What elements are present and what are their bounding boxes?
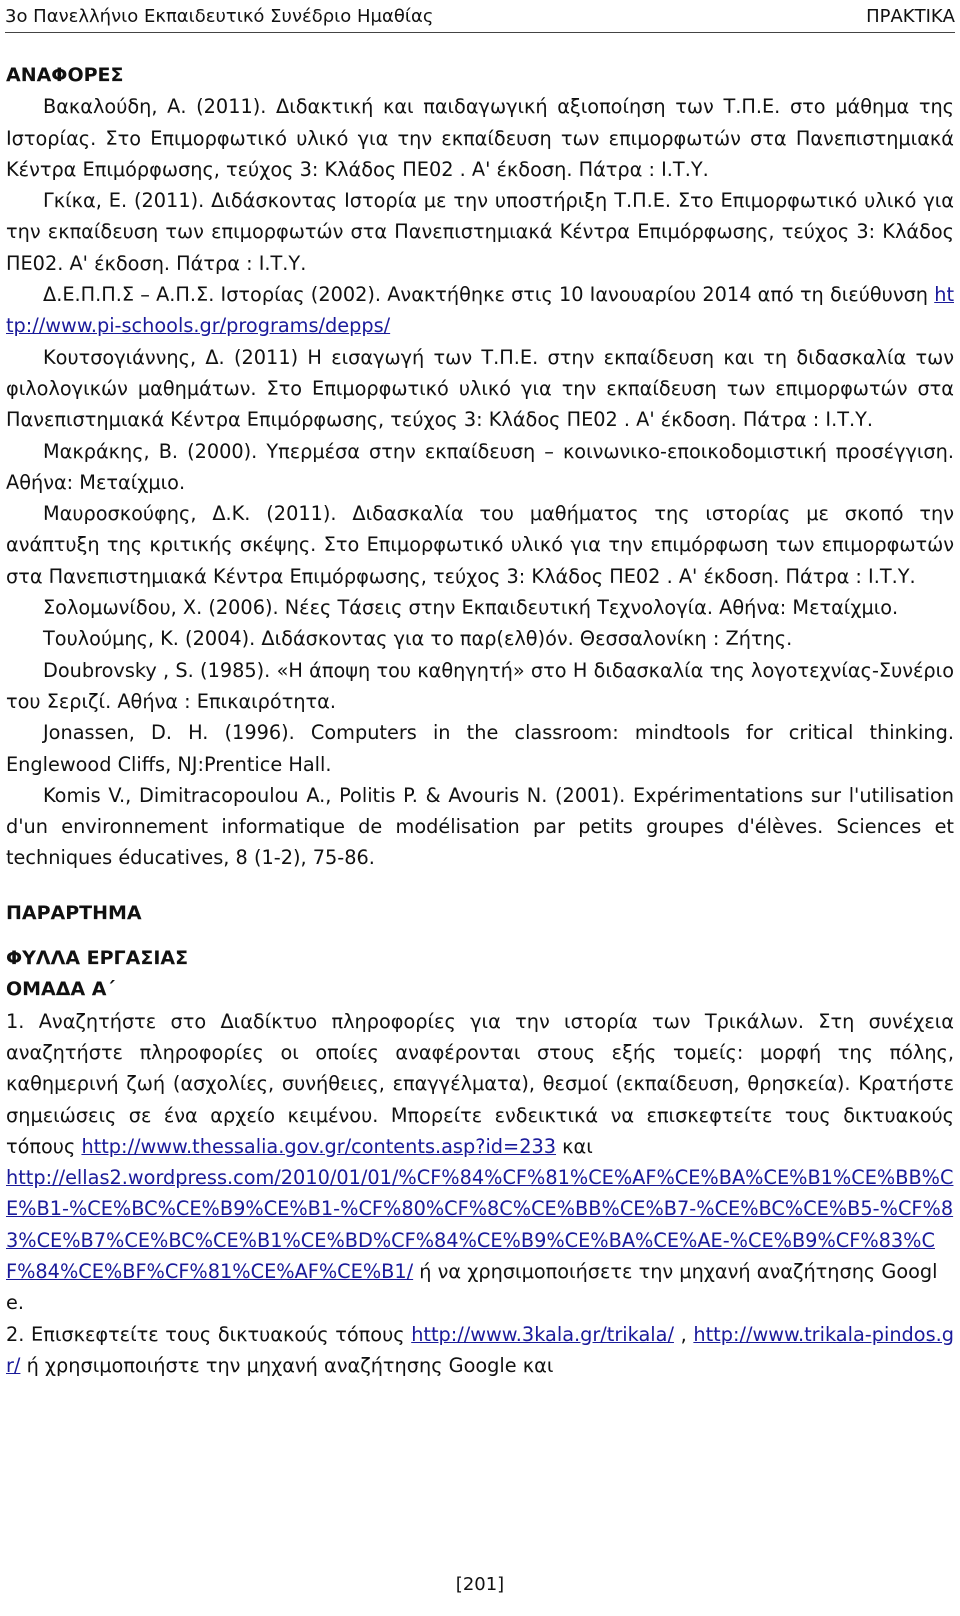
task-item-2: [6, 1319, 954, 1382]
section-label: ΠΡΑΚΤΙΚΑ: [866, 5, 955, 27]
task-item-1: [6, 1006, 954, 1162]
reference-item: Σολομωνίδου, Χ. (2006). Νέες Τάσεις στην Εκπαιδευτική Τεχνολογία. Αθήνα: Μεταίχμιο.: [43, 596, 899, 620]
reference-item: Komis V., Dimitracopoulou A., Politis P. & Avouris N. (2001). Expérimentations sur l'utilisation d'un environnement informatique de modélisation par petits groupes d'élèves. Sciences et techniques éducatives, 8 (1-2), 75-86.: [6, 783, 954, 870]
task-link[interactable]: http://www.3kala.gr/trikala/: [411, 1322, 674, 1346]
conference-title: 3ο Πανελλήνιο Εκπαιδευτικό Συνέδριο Ημαθίας: [5, 5, 434, 27]
group-heading: ΟΜΑΔΑ Α΄: [6, 978, 115, 1001]
task-text: ή να χρησιμοποιήσετε την μηχανή αναζήτησης Google.: [6, 1259, 938, 1315]
task-text: ή χρησιμοποιήστε την μηχανή αναζήτησης Google και: [20, 1353, 554, 1377]
task-link[interactable]: http://www.thessalia.gov.gr/contents.asp?id=233: [81, 1134, 557, 1158]
reference-item: Κουτσογιάννης, Δ. (2011) Η εισαγωγή των Τ.Π.Ε. στην εκπαίδευση και τη διδασκαλία των φιλολογικών μαθημάτων. Στο Επιμορφωτικό υλικό για την εκπαίδευση των επιμορφωτών στα Πανεπιστημιακά Κέντρα Επιμόρφωσης, τεύχος 3: Κλάδος ΠΕ02 . Α' έκδοση. Πάτρα : Ι.Τ.Υ.: [6, 345, 954, 432]
worksheets-heading: ΦΥΛΛΑ ΕΡΓΑΣΙΑΣ: [6, 947, 189, 970]
task-link[interactable]: http://ellas2.wordpress.com/2010/01/01/%CF%84%CF%81%CE%AF%CE%BA%CE%B1%CE%BB%CE%B1-%CE%BC%CE%B9%CE%B1-%CF%80%CF%8C%CE%BB%CE%B7-%CE%BC%CE%B5-%CF%83%CE%B7%CE%BC%CE%B1%CE%BD%CF%84%CE%B9%CE%BA%CE%AE-%CE%B9%CF%83%CF%84%CE%BF%CF%81%CE%AF%CE%B1/: [6, 1166, 954, 1283]
task-separator: ,: [673, 1322, 694, 1346]
reference-item: Jonassen, D. H. (1996). Computers in the classroom: mindtools for critical thinking. Englewood Cliffs, NJ:Prentice Hall.: [6, 721, 954, 776]
task-text: 2. Επισκεφτείτε τους δικτυακούς τόπους: [6, 1322, 412, 1346]
reference-text: Δ.Ε.Π.Π.Σ – Α.Π.Σ. Ιστορίας (2002). Ανακτήθηκε στις 10 Ιανουαρίου 2014 από τη διεύθυνση: [43, 283, 935, 307]
reference-item: Μαυροσκούφης, Δ.Κ. (2011). Διδασκαλία του μαθήματος της ιστορίας με σκοπό την ανάπτυξη της κριτικής σκέψης. Στο Επιμορφωτικό υλικό για την επιμόρφωση των επιμορφωτών στα Πανεπιστημιακά Κέντρα Επιμόρφωσης, τεύχος 3: Κλάδος ΠΕ02 . Α' έκδοση. Πάτρα : Ι.Τ.Υ.: [6, 502, 954, 588]
references-heading: ΑΝΑΦΟΡΕΣ: [6, 64, 124, 86]
long-url-paragraph: [6, 1162, 954, 1318]
reference-link[interactable]: http://www.pi-schools.gr/programs/depps/: [6, 283, 954, 338]
task-link[interactable]: http://www.trikala-pindos.gr/: [6, 1322, 954, 1377]
page-number: [201]: [455, 1574, 505, 1595]
task-text: 1. Αναζητήστε στο Διαδίκτυο πληροφορίες για την ιστορία των Τρικάλων. Στη συνέχεια αναζητήστε πληροφορίες οι οποίες αναφέρονται στους εξής τομείς: μορφή της πόλης, καθημερινή ζωή (ασχολίες, συνήθειες, επαγγέλματα), θεσμοί (εκπαίδευση, θρησκεία). Κρατήστε σημειώσεις σε ένα αρχείο κειμένου. Μπορείτε ενδεικτικά να επισκεφτείτε τους δικτυακούς τόπους: [6, 1009, 954, 1158]
document-body: [6, 60, 954, 1381]
task-connector: και: [556, 1134, 593, 1158]
reference-item: Doubrovsky , S. (1985). «Η άποψη του καθηγητή» στο Η διδασκαλία της λογοτεχνίας-Συνέριο του Σεριζί. Αθήνα : Επικαιρότητα.: [6, 658, 954, 713]
reference-item: Μακράκης, Β. (2000). Υπερμέσα στην εκπαίδευση – κοινωνικο-εποικοδομιστική προσέγγιση. Αθήνα: Μεταίχμιο.: [6, 439, 954, 494]
appendix-heading: ΠΑΡΑΡΤΗΜΑ: [6, 901, 142, 924]
page-header: [5, 0, 955, 33]
reference-item: Βακαλούδη, Α. (2011). Διδακτική και παιδαγωγική αξιοποίηση των Τ.Π.Ε. στο μάθημα της Ιστορίας. Στο Επιμορφωτικό υλικό για την εκπαίδευση των επιμορφωτών στα Πανεπιστημιακά Κέντρα Επιμόρφωσης, τεύχος 3: Κλάδος ΠΕ02 . Α' έκδοση. Πάτρα : Ι.Τ.Υ.: [6, 95, 954, 181]
reference-item: Τουλούμης, Κ. (2004). Διδάσκοντας για το παρ(ελθ)όν. Θεσσαλονίκη : Ζήτης.: [43, 627, 793, 651]
reference-item: [6, 279, 954, 342]
reference-item: Γκίκα, Ε. (2011). Διδάσκοντας Ιστορία με την υποστήριξη Τ.Π.Ε. Στο Επιμορφωτικό υλικό για την εκπαίδευση των επιμορφωτών στα Πανεπιστημιακά Κέντρα Επιμόρφωσης, τεύχος 3: Κλάδος ΠΕ02. Α' έκδοση. Πάτρα : Ι.Τ.Υ.: [6, 189, 954, 275]
